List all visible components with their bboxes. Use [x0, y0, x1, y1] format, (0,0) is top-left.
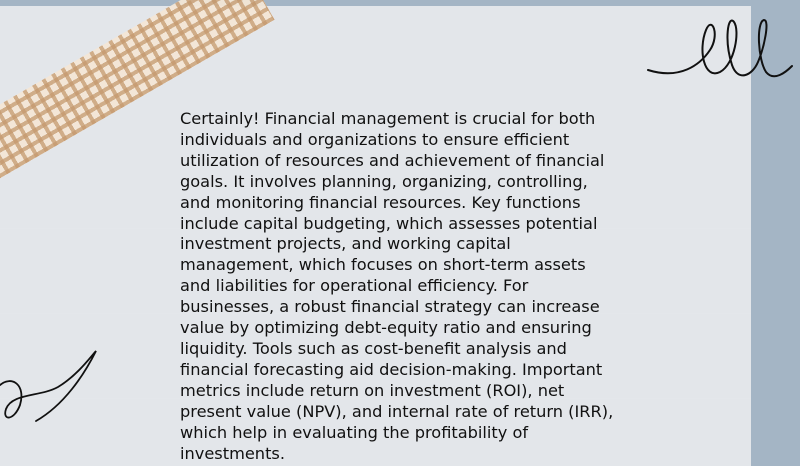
note-body-text: Certainly! Financial management is crucial for both individuals and organizations to ensure efficient utilization of resources and achievement of financial goals. It involves planning, organizing, controlling, and monitoring financial resources. Key functions include capital budgeting, which assesses potential investment projects, and working capital management, which focuses on short-term assets and liabilities for operational efficiency. For businesses, a robust financial strategy can increase value by optimizing debt-equity ratio and ensuring liquidity. Tools such as cost-benefit analysis and financial forecasting aid decision-making. Important metrics include return on investment (ROI), net present value (NPV), and internal rate of return (IRR), which help in evaluating the profitability of investments.	[180, 109, 614, 463]
loop-scribble-icon	[640, 10, 800, 85]
swirl-scribble-icon	[0, 345, 110, 430]
